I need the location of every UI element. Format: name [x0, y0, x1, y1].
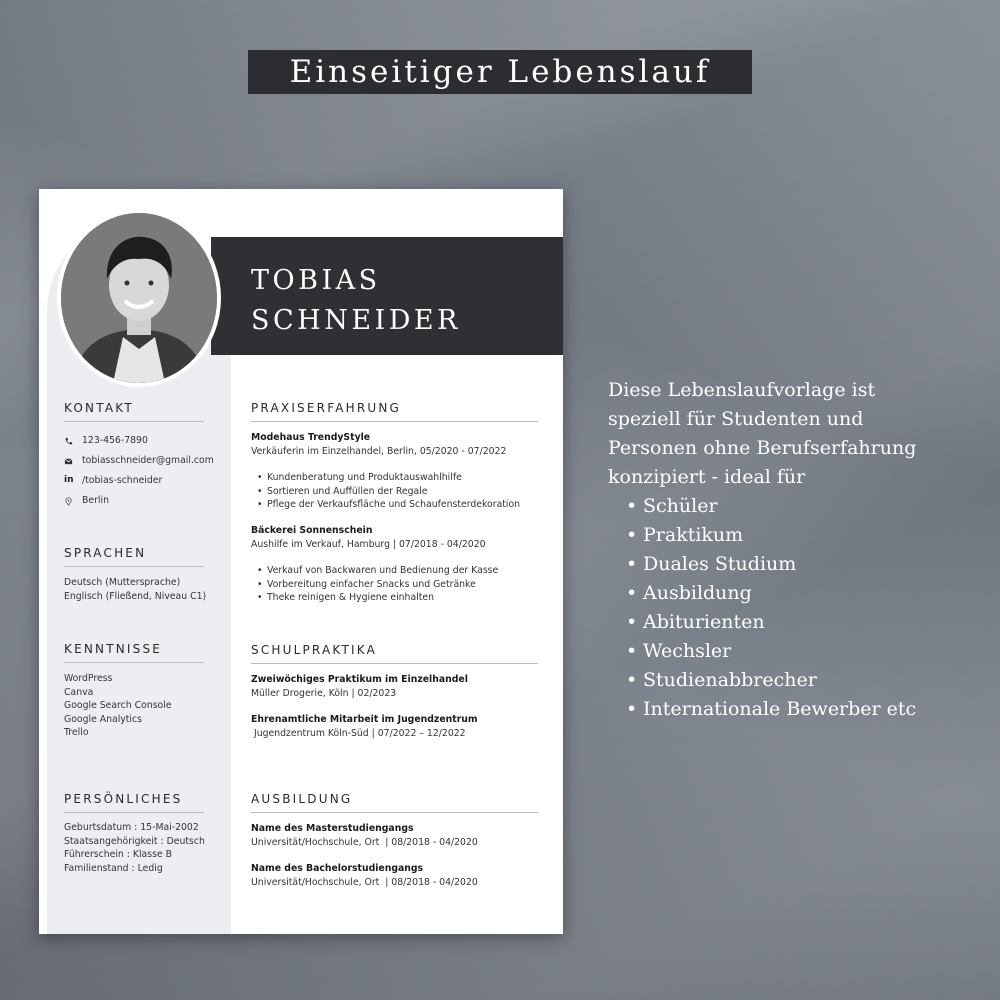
internship-detail: Müller Drogerie, Köln | 02/2023 [251, 687, 397, 699]
ausbildung-heading: AUSBILDUNG [251, 792, 538, 813]
audience-item: • Abiturienten [626, 608, 938, 637]
sprachen-heading: SPRACHEN [64, 546, 204, 567]
personal-item: Familienstand : Ledig [64, 862, 163, 874]
job-duty: • Theke reinigen & Hygiene einhalten [251, 591, 551, 605]
internship-title: Ehrenamtliche Mitarbeit im Jugendzentrum [251, 714, 478, 725]
job-company: Bäckerei Sonnenschein [251, 525, 373, 536]
language-item: Deutsch (Muttersprache) [64, 577, 181, 588]
kenntnisse-heading: KENNTNISSE [64, 642, 204, 663]
contact-email [64, 451, 214, 471]
audience-item: • Studienabbrecher [626, 666, 938, 695]
mail-icon [64, 457, 82, 466]
internship-entry [251, 673, 551, 700]
contact-location [64, 491, 214, 511]
profile-photo-illustration [61, 213, 217, 383]
education-detail: Universität/Hochschule, Ort | 08/2018 - 04/2020 [251, 836, 478, 848]
page-banner-title: Einseitiger Lebenslauf [248, 50, 752, 94]
language-item: Englisch (Fließend, Niveau C1) [64, 590, 207, 602]
contact-location-text: Berlin [82, 495, 109, 507]
job-duties [251, 471, 551, 512]
audience-item: • Duales Studium [626, 550, 938, 579]
personal-info-list [64, 821, 205, 875]
job-company: Modehaus TrendyStyle [251, 432, 371, 443]
skill-item: WordPress [64, 673, 113, 684]
skill-item: Google Search Console [64, 700, 172, 711]
skill-item: Google Analytics [64, 713, 142, 725]
praxiserfahrung-heading: PRAXISERFAHRUNG [251, 401, 538, 422]
job-role: Verkäuferin im Einzelhandel, Berlin, 05/2020 - 07/2022 [251, 445, 507, 457]
job-duty: • Kundenberatung und Produktauswahlhilfe [251, 471, 551, 485]
job-duty: • Sortieren und Auffüllen der Regale [251, 485, 551, 499]
job-duty: • Verkauf von Backwaren und Bedienung der Kasse [251, 564, 551, 578]
contact-list [64, 431, 214, 511]
contact-phone-text: 123-456-7890 [82, 435, 148, 447]
phone-icon [64, 437, 82, 446]
template-description [608, 376, 938, 724]
personal-item: Staatsangehörigkeit : Deutsch [64, 835, 205, 847]
audience-item: • Praktikum [626, 521, 938, 550]
education-detail: Universität/Hochschule, Ort | 08/2018 - 04/2020 [251, 876, 478, 888]
schulpraktika-heading: SCHULPRAKTIKA [251, 643, 538, 664]
job-entry [251, 431, 551, 512]
skill-item: Canva [64, 686, 94, 698]
internship-entry [251, 713, 551, 740]
contact-email-text[interactable]: tobiasschneider@gmail.com [82, 455, 214, 467]
job-entry [251, 524, 551, 605]
job-duty: • Vorbereitung einfacher Snacks und Getränke [251, 578, 551, 592]
location-pin-icon [64, 497, 82, 506]
resume-first-name: TOBIAS [251, 265, 381, 296]
internship-title: Zweiwöchiges Praktikum im Einzelhandel [251, 674, 468, 685]
personal-item: Führerschein : Klasse B [64, 849, 172, 860]
contact-linkedin-text[interactable]: /tobias-schneider [82, 475, 163, 487]
languages-list [64, 576, 206, 603]
audience-item: • Wechsler [626, 637, 938, 666]
resume-name [251, 261, 461, 341]
education-title: Name des Bachelorstudiengangs [251, 863, 424, 874]
persoenliches-heading: PERSÖNLICHES [64, 792, 204, 813]
audience-item: • Internationale Bewerber etc [626, 695, 938, 724]
resume-last-name: SCHNEIDER [251, 305, 461, 336]
personal-item: Geburtsdatum : 15-Mai-2002 [64, 822, 199, 833]
audience-item: • Schüler [626, 492, 938, 521]
education-entry [251, 862, 551, 889]
profile-photo [61, 213, 217, 383]
education-title: Name des Masterstudiengangs [251, 823, 414, 834]
resume-preview [39, 189, 563, 934]
education-entry [251, 822, 551, 849]
job-duty: • Pflege der Verkaufsfläche und Schaufensterdekoration [251, 498, 551, 512]
job-duties [251, 564, 551, 605]
contact-phone [64, 431, 214, 451]
contact-linkedin [64, 471, 214, 491]
linkedin-icon: in [64, 475, 74, 486]
internship-detail: Jugendzentrum Köln-Süd | 07/2022 – 12/2022 [251, 727, 466, 739]
audience-list [626, 492, 938, 724]
audience-item: • Ausbildung [626, 579, 938, 608]
skills-list [64, 672, 172, 740]
kontakt-heading: KONTAKT [64, 401, 204, 422]
job-role: Aushilfe im Verkauf, Hamburg | 07/2018 - 04/2020 [251, 538, 486, 550]
description-intro: Diese Lebenslaufvorlage ist speziell für Studenten und Personen ohne Berufserfahrung konzipiert - ideal für [608, 379, 917, 488]
skill-item: Trello [64, 727, 89, 738]
